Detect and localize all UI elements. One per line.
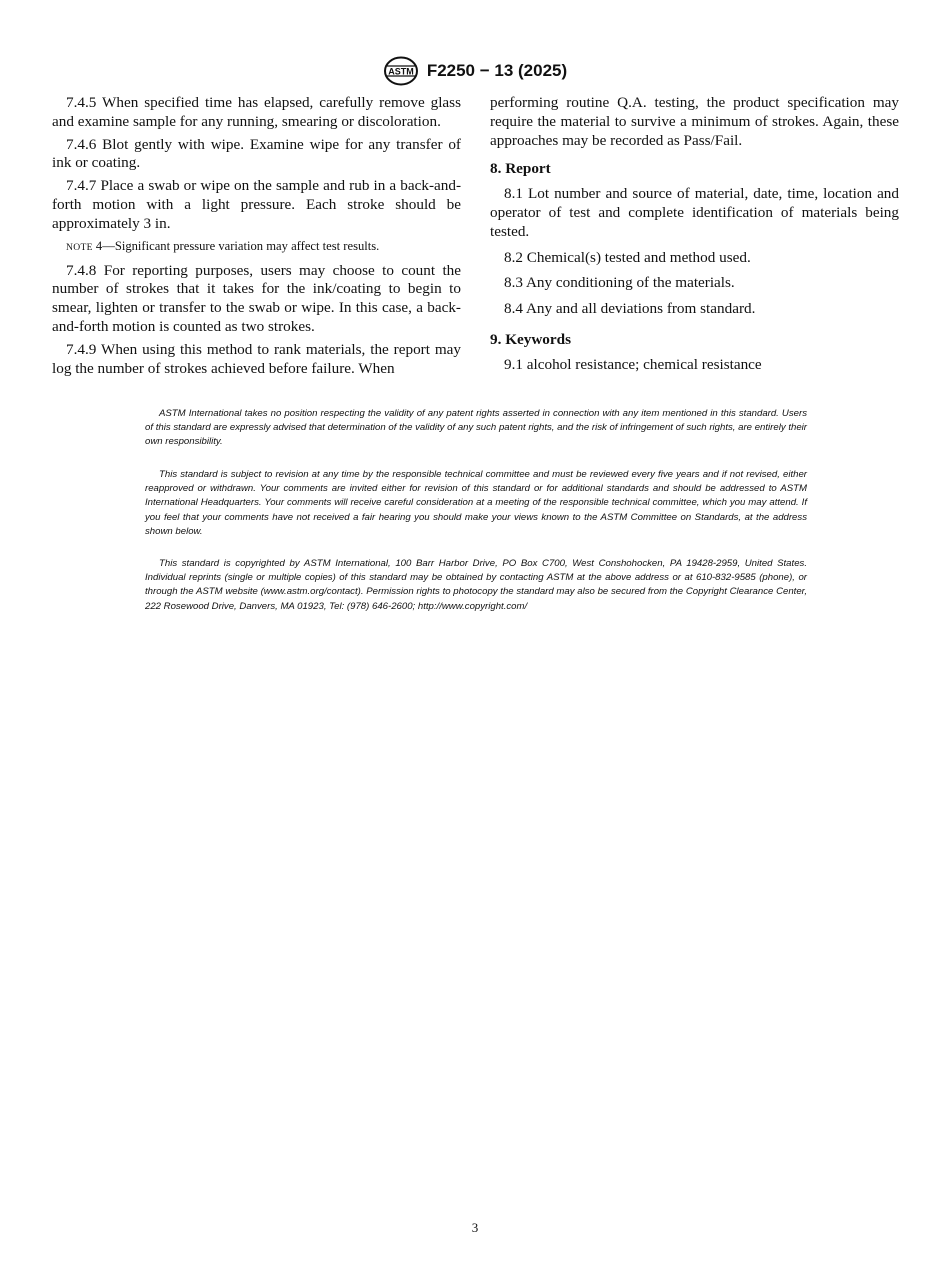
paragraph-8-4: 8.4 Any and all deviations from standard. — [504, 300, 756, 318]
note-4 — [52, 238, 461, 256]
astm-logo-icon — [383, 56, 419, 86]
revision-notice: This standard is subject to revision at any time by the responsible technical committee and must be reviewed every five years and if not revised, either reapproved or withdrawn. Your comments are invited either for revision of this standard or for additional standards and should be addressed to ASTM International Headquarters. Your comments will receive careful consideration at a meeting of the responsible technical committee, which you may attend. If you feel that your comments have not received a fair hearing you should make your views known to the ASTM Committee on Standards, at the address shown below. — [145, 469, 807, 537]
standard-designation: F2250 − 13 (2025) — [426, 61, 568, 80]
section-heading-keywords: 9. Keywords — [490, 330, 571, 348]
paragraph-9-1: 9.1 alcohol resistance; chemical resistance — [504, 355, 762, 373]
paragraph-7-4-9: 7.4.9 When using this method to rank materials, the report may log the number of strokes achieved before failure. When — [52, 340, 461, 377]
paragraph-7-4-6: 7.4.6 Blot gently with wipe. Examine wipe for any transfer of ink or coating. — [52, 135, 461, 172]
right-column — [490, 94, 899, 379]
svg-text:ASTM: ASTM — [388, 66, 414, 77]
paragraph-7-4-7: 7.4.7 Place a swab or wipe on the sample and rub in a back-and-forth motion with a light pressure. Each stroke should be approximately 3 in. — [52, 177, 461, 232]
paragraph-7-4-8: 7.4.8 For reporting purposes, users may choose to count the number of strokes that it takes for the ink/coating to begin to smear, lighten or transfer to the swab or wipe. In this case, a back-and-forth motion is counted as two strokes. — [52, 261, 461, 335]
copyright-notice: This standard is copyrighted by ASTM International, 100 Barr Harbor Drive, PO Box C700, West Conshohocken, PA 19428-2959, United States. Individual reprints (single or multiple copies) of this standard may be obtained by contacting ASTM at the above address or at 610-832-9585 (phone), or through the ASTM website (www.astm.org/contact). Permission rights to photocopy the standard may also be secured from the Copyright Clearance Center, 222 Rosewood Drive, Danvers, MA 01923, Tel: (978) 646-2600; http://www.copyright.com/ — [145, 558, 807, 612]
page-header — [0, 56, 950, 86]
patent-notice: ASTM International takes no position respecting the validity of any patent rights asserted in connection with any item mentioned in this standard. Users of this standard are expressly advised that determination of the validity of any such patent rights, and the risk of infringement of such rights, are entirely their own responsibility. — [145, 408, 807, 448]
paragraph-8-3: 8.3 Any conditioning of the materials. — [504, 274, 735, 292]
paragraph-8-1: 8.1 Lot number and source of material, date, time, location and operator of test and complete identification of materials being tested. — [490, 185, 899, 240]
paragraph-7-4-9-continued: performing routine Q.A. testing, the product specification may require the material to survive a minimum of strokes. Again, these approaches may be recorded as Pass/Fail. — [490, 94, 899, 149]
section-heading-report: 8. Report — [490, 160, 551, 178]
page-number: 3 — [471, 1220, 479, 1235]
note-label: NOTE — [66, 241, 93, 253]
note-text: 4—Significant pressure variation may affect test results. — [92, 238, 380, 253]
left-column — [52, 94, 461, 382]
paragraph-8-2: 8.2 Chemical(s) tested and method used. — [504, 248, 751, 266]
paragraph-7-4-5: 7.4.5 When specified time has elapsed, carefully remove glass and examine sample for any running, smearing or discoloration. — [52, 94, 461, 130]
